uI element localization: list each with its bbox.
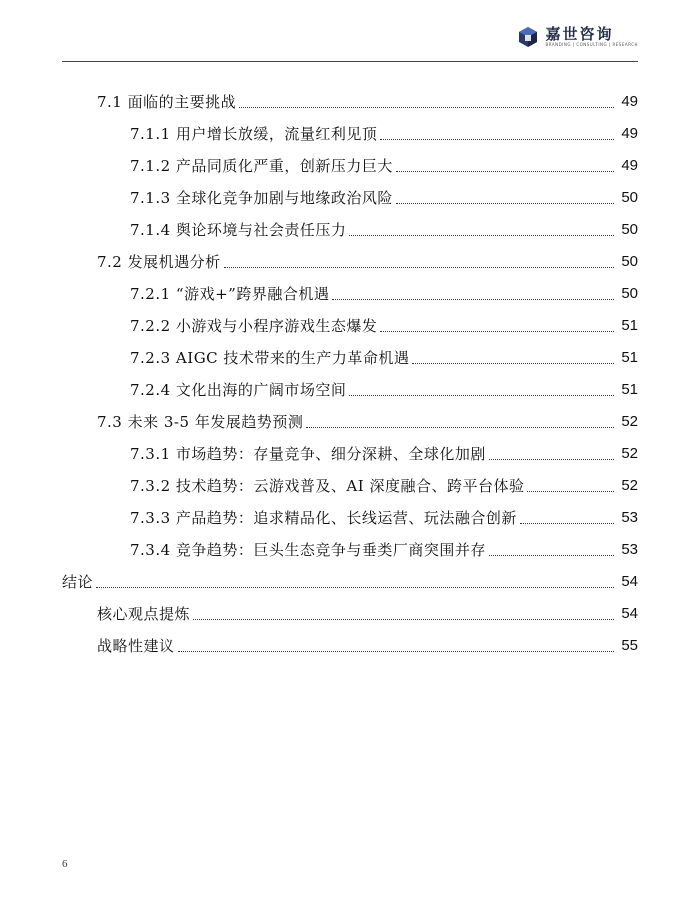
toc-dot-leader [193, 619, 614, 620]
toc-entry-title: 战略性建议 [97, 637, 175, 655]
logo-name: 嘉世咨询 [545, 25, 614, 43]
toc-entry[interactable] [0, 274, 700, 304]
company-logo [517, 26, 638, 48]
toc-entry-title: 结论 [62, 573, 94, 591]
toc-entry[interactable] [0, 626, 700, 656]
toc-entry[interactable] [0, 562, 700, 592]
toc-entry-page: 50 [621, 285, 638, 302]
toc-entry-page: 54 [621, 573, 638, 590]
toc-entry-title: 7.3.1 市场趋势：存量竞争、细分深耕、全球化加剧 [130, 445, 486, 463]
toc-entry-page: 51 [621, 317, 638, 334]
toc-entry-page: 49 [621, 93, 638, 110]
toc-dot-leader [396, 203, 614, 204]
toc-entry-title: 7.2 发展机遇分析 [97, 253, 221, 271]
toc-entry[interactable] [0, 530, 700, 560]
toc-dot-leader [380, 331, 614, 332]
toc-dot-leader [489, 555, 614, 556]
toc-entry[interactable] [0, 210, 700, 240]
toc-dot-leader [349, 235, 614, 236]
toc-entry-page: 52 [621, 445, 638, 462]
toc-dot-leader [349, 395, 614, 396]
toc-entry[interactable] [0, 402, 700, 432]
toc-entry[interactable] [0, 498, 700, 528]
toc-entry-title: 7.1.4 舆论环境与社会责任压力 [130, 221, 347, 239]
toc-entry-title: 7.2.2 小游戏与小程序游戏生态爆发 [130, 317, 378, 335]
toc-dot-leader [178, 651, 614, 652]
toc-dot-leader [224, 267, 614, 268]
toc-entry-page: 51 [621, 381, 638, 398]
toc-entry[interactable] [0, 178, 700, 208]
toc-dot-leader [332, 299, 614, 300]
toc-entry[interactable] [0, 306, 700, 336]
header-rule [62, 61, 638, 62]
logo-cube-icon [517, 26, 539, 48]
toc-entry[interactable] [0, 114, 700, 144]
toc-dot-leader [520, 523, 614, 524]
toc-entry-title: 7.2.4 文化出海的广阔市场空间 [130, 381, 347, 399]
toc-entry[interactable] [0, 242, 700, 272]
toc-entry-title: 7.1.2 产品同质化严重，创新压力巨大 [130, 157, 393, 175]
toc-entry[interactable] [0, 82, 700, 112]
logo-tagline: BRANDING | CONSULTING | RESEARCH [545, 42, 638, 47]
toc-entry-title: 7.1.1 用户增长放缓，流量红利见顶 [130, 125, 378, 143]
toc-entry-title: 7.3.4 竞争趋势：巨头生态竞争与垂类厂商突围并存 [130, 541, 486, 559]
toc-entry-title: 7.1.3 全球化竞争加剧与地缘政治风险 [130, 189, 393, 207]
toc-entry-page: 50 [621, 221, 638, 238]
toc-entry-title: 7.3 未来 3-5 年发展趋势预测 [97, 413, 304, 431]
toc-entry-page: 53 [621, 541, 638, 558]
toc-entry[interactable] [0, 146, 700, 176]
toc-dot-leader [489, 459, 614, 460]
toc-entry[interactable] [0, 338, 700, 368]
toc-entry[interactable] [0, 594, 700, 624]
toc-entry-page: 49 [621, 125, 638, 142]
toc-dot-leader [527, 491, 614, 492]
toc-entry-page: 51 [621, 349, 638, 366]
toc-entry[interactable] [0, 370, 700, 400]
toc-dot-leader [306, 427, 614, 428]
toc-entry-page: 49 [621, 157, 638, 174]
toc-entry-title: 核心观点提炼 [97, 605, 191, 623]
toc-entry-page: 53 [621, 509, 638, 526]
toc-entry-page: 55 [621, 637, 638, 654]
toc-entry-page: 52 [621, 477, 638, 494]
toc-entry-title: 7.2.3 AIGC 技术带来的生产力革命机遇 [130, 349, 410, 367]
toc-entry-title: 7.3.3 产品趋势：追求精品化、长线运营、玩法融合创新 [130, 509, 517, 527]
toc-dot-leader [380, 139, 614, 140]
toc-entry-title: 7.3.2 技术趋势：云游戏普及、AI 深度融合、跨平台体验 [130, 477, 525, 495]
toc-entry-page: 50 [621, 189, 638, 206]
toc-dot-leader [396, 171, 614, 172]
toc-entry[interactable] [0, 466, 700, 496]
toc-dot-leader [412, 363, 614, 364]
toc-entry[interactable] [0, 434, 700, 464]
toc-entry-page: 50 [621, 253, 638, 270]
toc-dot-leader [96, 587, 614, 588]
toc-entry-page: 54 [621, 605, 638, 622]
page-number: 6 [62, 858, 68, 870]
toc-entry-title: 7.2.1 “游戏+”跨界融合机遇 [130, 285, 330, 303]
page-header [0, 0, 700, 62]
toc-dot-leader [239, 107, 614, 108]
toc-entry-page: 52 [621, 413, 638, 430]
toc-entry-title: 7.1 面临的主要挑战 [97, 93, 237, 111]
